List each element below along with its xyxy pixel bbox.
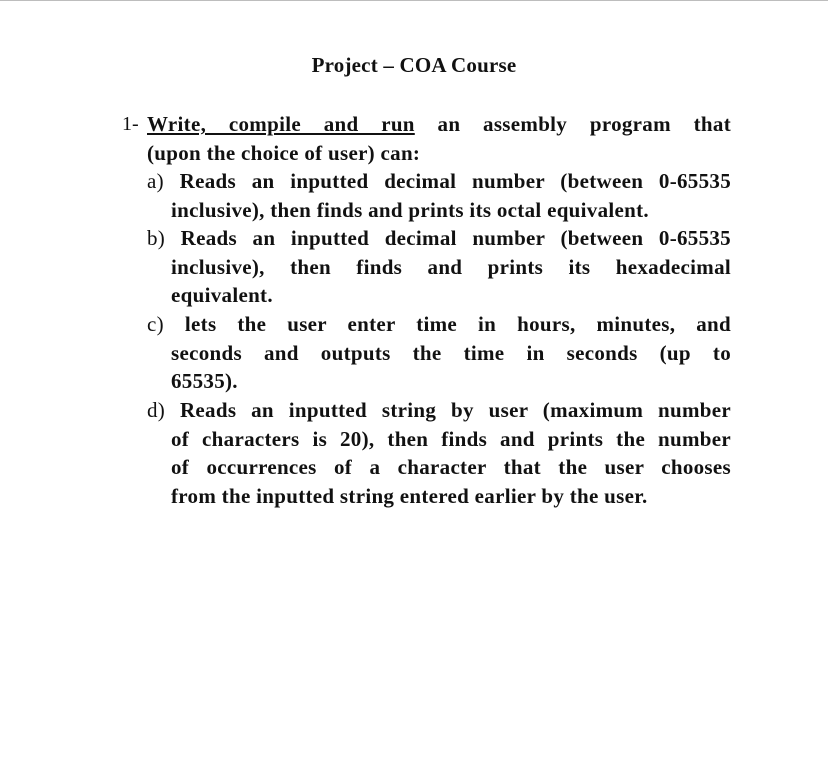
intro-line-2: (upon the choice of user) can: [147,140,421,165]
part-c-line-3: 65535). [171,369,238,394]
part-a-line-1: a) Reads an inputted decimal number (between 0-65535 [147,169,731,193]
underlined-instruction: Write, compile and run [147,112,415,136]
page-title: Project – COA Course [311,53,517,77]
part-b-line-3: equivalent. [171,283,273,308]
part-b-marker: b) [147,226,166,250]
part-d-line-4: from the inputted string entered earlier by the user. [171,483,648,508]
part-c-marker: c) [147,312,164,336]
item-number: 1- [122,113,139,135]
part-d-line-2: of characters is 20), then finds and prints the number [171,426,731,451]
intro-line-1 [147,110,731,139]
part-b [147,224,731,310]
part-b-line-2: inclusive), then finds and prints its hexadecimal [171,254,731,279]
part-b-line-1: b) Reads an inputted decimal number (between 0-65535 [147,226,731,250]
part-a-marker: a) [147,169,164,193]
intro-line-1-rest: an assembly program that [414,112,731,136]
part-d-marker: d) [147,398,166,422]
part-d [147,396,731,510]
part-d-line-3: of occurrences of a character that the user chooses [171,455,731,480]
part-c [147,310,731,396]
part-a-line-2: inclusive), then finds and prints its octal equivalent. [171,197,649,222]
part-c-line-1: c) lets the user enter time in hours, minutes, and [147,312,731,336]
part-d-line-1: d) Reads an inputted string by user (maximum number [147,398,731,422]
part-c-line-2: seconds and outputs the time in seconds (up to [171,340,731,365]
part-a [147,167,731,224]
question-intro [147,110,731,167]
